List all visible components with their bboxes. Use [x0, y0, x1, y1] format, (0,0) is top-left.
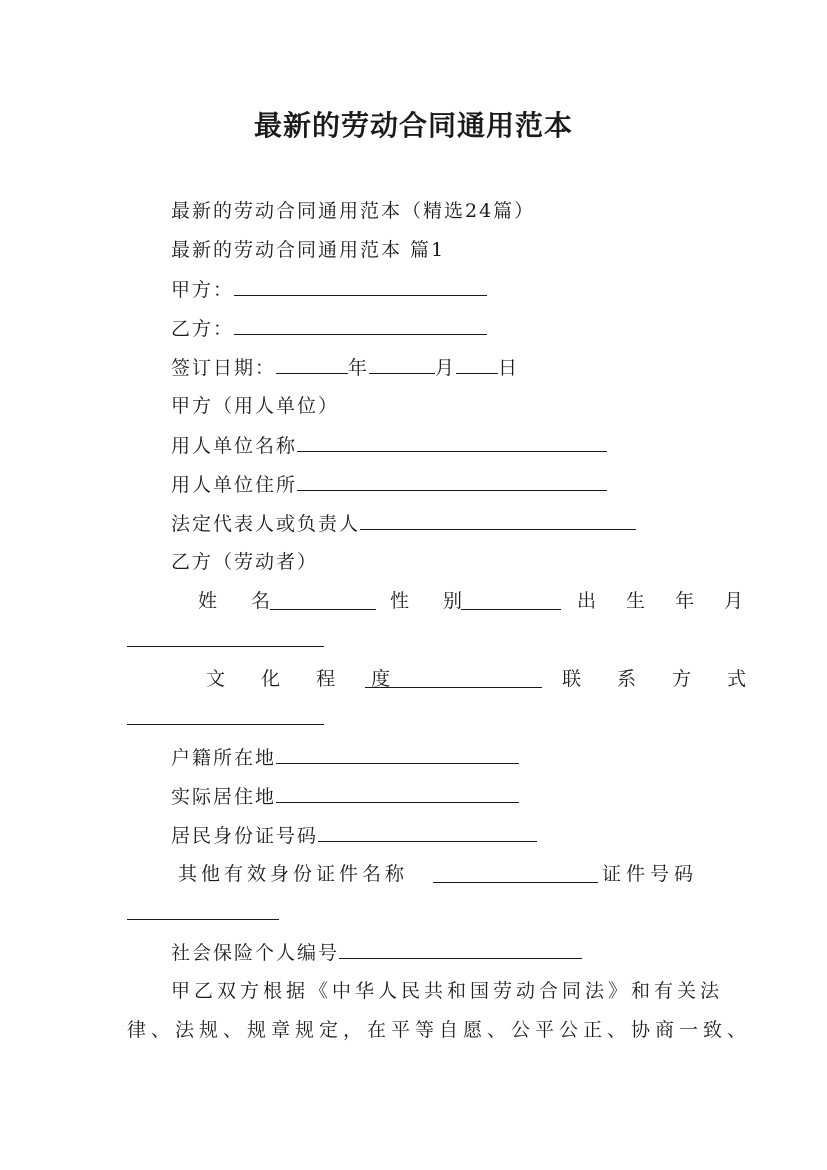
household-blank[interactable]: [276, 745, 519, 764]
employer-name-line: [171, 433, 607, 458]
employer-name-blank[interactable]: [297, 433, 607, 452]
residence-blank[interactable]: [276, 784, 519, 803]
gender-label: 性 别: [390, 590, 477, 612]
legal-rep-blank[interactable]: [360, 511, 636, 530]
legal-rep-line: [171, 511, 636, 536]
month-label: 月: [435, 357, 457, 379]
birth-blank[interactable]: [127, 646, 324, 647]
party-a-employer-heading: 甲方（用人单位）: [171, 395, 340, 417]
employer-address-blank[interactable]: [297, 472, 607, 491]
name-label: 姓 名: [198, 590, 285, 612]
party-b-blank[interactable]: [234, 316, 487, 335]
residence-line: [171, 784, 519, 809]
social-insurance-line: [171, 940, 582, 965]
day-blank[interactable]: [456, 355, 498, 374]
household-label: 户籍所在地: [171, 747, 277, 769]
year-blank[interactable]: [276, 355, 348, 374]
other-id-name-blank[interactable]: [433, 882, 598, 883]
sign-date-line: [171, 355, 519, 380]
party-a-line: [171, 277, 487, 302]
residence-label: 实际居住地: [171, 786, 277, 808]
education-label: 文 化 程 度: [206, 668, 406, 690]
cert-number-label: 证件号码: [602, 863, 699, 885]
year-label: 年: [348, 357, 370, 379]
id-number-line: [171, 823, 537, 848]
paragraph-line-1: 甲乙双方根据《中华人民共和国劳动合同法》和有关法: [171, 980, 724, 1002]
paragraph-line-2: 律、法规、规章规定，在平等自愿、公平公正、协商一致、: [127, 1019, 752, 1041]
party-b-worker-heading: 乙方（劳动者）: [171, 551, 319, 573]
party-b-line: [171, 316, 487, 341]
contact-label: 联 系 方 式: [562, 668, 762, 690]
id-number-blank[interactable]: [318, 823, 537, 842]
party-b-label: 乙方：: [171, 318, 235, 340]
article-heading: 最新的劳动合同通用范本 篇1: [171, 239, 446, 261]
document-title: 最新的劳动合同通用范本: [253, 109, 573, 142]
social-insurance-blank[interactable]: [339, 940, 582, 959]
employer-name-label: 用人单位名称: [171, 435, 298, 457]
household-line: [171, 745, 519, 770]
subtitle: 最新的劳动合同通用范本（精选24篇）: [171, 200, 536, 222]
legal-rep-label: 法定代表人或负责人: [171, 513, 361, 535]
birth-label: 出 生 年 月: [577, 590, 756, 612]
party-a-blank[interactable]: [234, 277, 487, 296]
id-number-label: 居民身份证号码: [171, 825, 319, 847]
social-insurance-label: 社会保险个人编号: [171, 942, 340, 964]
sign-date-label: 签订日期：: [171, 357, 277, 379]
name-blank[interactable]: [270, 609, 376, 610]
other-id-name-label: 其他有效身份证件名称: [178, 863, 409, 885]
day-label: 日: [498, 357, 520, 379]
party-a-label: 甲方：: [171, 279, 235, 301]
gender-blank[interactable]: [461, 609, 561, 610]
education-blank[interactable]: [365, 687, 542, 688]
cert-number-blank[interactable]: [127, 919, 279, 920]
contact-blank[interactable]: [127, 724, 324, 725]
employer-address-line: [171, 472, 607, 497]
employer-address-label: 用人单位住所: [171, 474, 298, 496]
month-blank[interactable]: [369, 355, 435, 374]
